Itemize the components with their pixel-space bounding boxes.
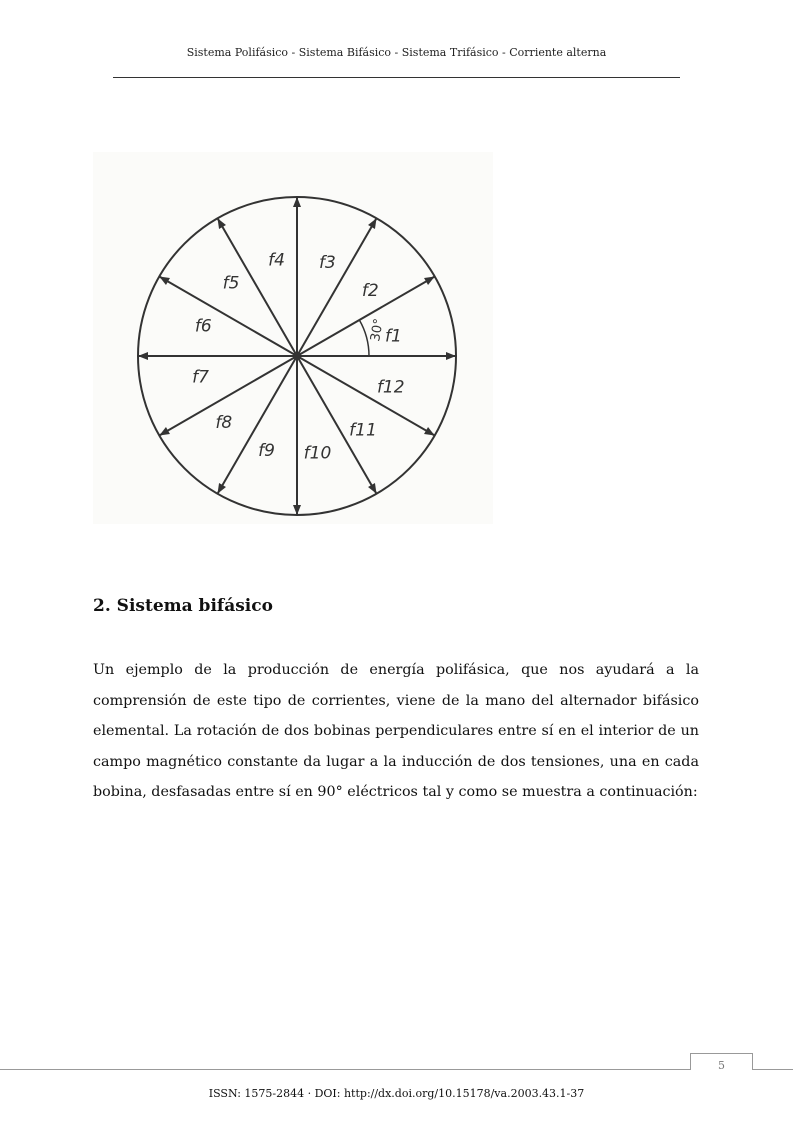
arrowhead-f4 — [293, 197, 301, 207]
label-f10: f10 — [303, 443, 332, 464]
label-f5: f5 — [222, 273, 240, 294]
label-f7: f7 — [192, 367, 209, 388]
body-paragraph: Un ejemplo de la producción de energía polifásica, que nos ayudará a la comprensión de este tipo de corrientes, viene de la mano del alternador bifásico elemental. La rotación de dos bobinas perpendiculares entre sí en el interior de un campo magnético constante da lugar a la inducción de dos tensiones, una en cada bobina, desfasadas entre sí en 90° eléctricos tal y como se muestra a continuación: — [93, 662, 699, 800]
label-f9: f9 — [258, 440, 275, 461]
arrowhead-f8 — [159, 427, 170, 435]
section-heading: 2. Sistema bifásico — [93, 596, 273, 616]
arrowhead-f1 — [446, 352, 456, 360]
label-f4: f4 — [268, 250, 285, 271]
footer-divider — [0, 1069, 690, 1070]
center-point — [293, 352, 301, 360]
arrowhead-f11 — [368, 483, 376, 494]
page-number: 5 — [690, 1053, 753, 1070]
footer-citation: ISSN: 1575-2844 · DOI: http://dx.doi.org/10.15178/va.2003.43.1-37 — [208, 1087, 585, 1100]
phasor-diagram — [93, 152, 493, 524]
label-f2: f2 — [361, 281, 379, 302]
arrowhead-f10 — [293, 505, 301, 515]
arrowhead-f3 — [368, 218, 376, 229]
arrowhead-f6 — [159, 277, 170, 285]
arrowhead-f12 — [424, 427, 435, 435]
arrowhead-f5 — [218, 218, 226, 229]
phasor-svg — [93, 152, 493, 524]
arrowhead-f7 — [138, 352, 148, 360]
angle-label: 30° — [368, 317, 387, 343]
label-f12: f12 — [376, 377, 405, 398]
label-f6: f6 — [194, 316, 212, 337]
footer-divider-right — [752, 1069, 793, 1070]
arrowhead-f2 — [424, 277, 435, 285]
label-f3: f3 — [319, 253, 336, 274]
label-f11: f11 — [349, 420, 377, 441]
label-f8: f8 — [215, 412, 233, 433]
header-divider — [113, 77, 680, 78]
arrowhead-f9 — [218, 483, 226, 494]
label-f1: f1 — [385, 326, 402, 347]
running-header: Sistema Polifásico - Sistema Bifásico - Sistema Trifásico - Corriente alterna — [186, 46, 607, 59]
